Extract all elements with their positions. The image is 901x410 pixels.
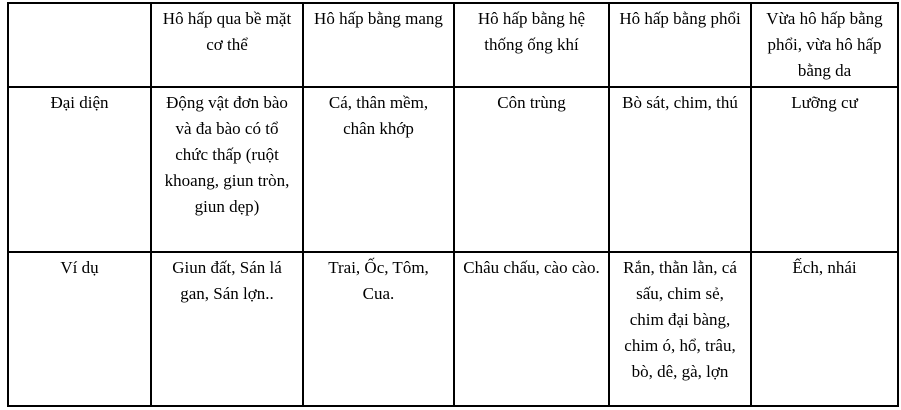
respiration-comparison-table [7,2,899,407]
table-cell: Châu chấu, cào cào. [454,252,609,406]
table-cell: Rắn, thằn lằn, cá sấu, chim sẻ, chim đại bàng, chim ó, hổ, trâu, bò, dê, gà, lợn [609,252,751,406]
table-cell: Lưỡng cư [751,87,898,252]
header-cell-surface: Hô hấp qua bề mặt cơ thể [151,3,303,87]
table-cell: Động vật đơn bào và đa bào có tổ chức thấp (ruột khoang, giun tròn, giun dẹp) [151,87,303,252]
table-row-representatives [8,87,898,252]
table-row-examples [8,252,898,406]
table-cell: Giun đất, Sán lá gan, Sán lợn.. [151,252,303,406]
table-cell: Cá, thân mềm, chân khớp [303,87,454,252]
table-cell: Ếch, nhái [751,252,898,406]
header-cell-lungs-skin: Vừa hô hấp bằng phổi, vừa hô hấp bằng da [751,3,898,87]
header-cell-lungs: Hô hấp bằng phổi [609,3,751,87]
table-cell: Côn trùng [454,87,609,252]
header-cell-tracheae: Hô hấp bằng hệ thống ống khí [454,3,609,87]
row-label: Ví dụ [8,252,151,406]
row-label: Đại diện [8,87,151,252]
header-cell-gills: Hô hấp bằng mang [303,3,454,87]
table-cell: Trai, Ốc, Tôm, Cua. [303,252,454,406]
header-cell-empty [8,3,151,87]
table-header-row [8,3,898,87]
table-cell: Bò sát, chim, thú [609,87,751,252]
